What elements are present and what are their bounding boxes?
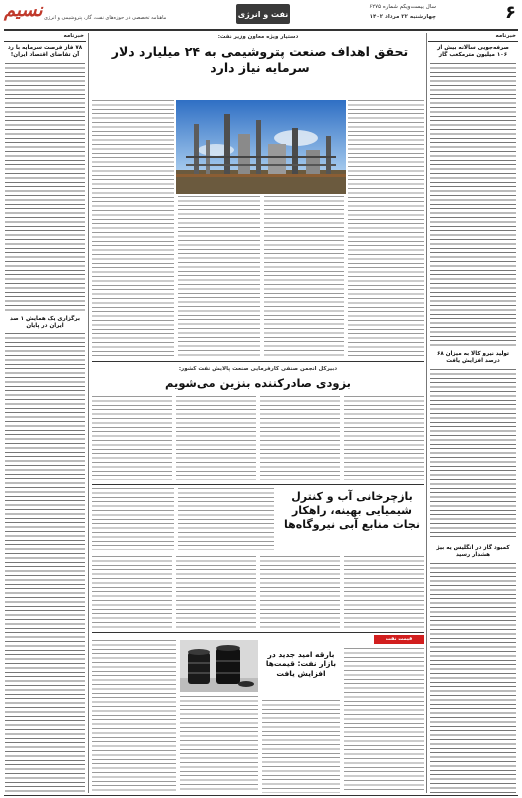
third-body-col1 bbox=[178, 488, 274, 550]
bottom-body-col2 bbox=[262, 700, 340, 793]
third-body-wide4 bbox=[92, 556, 172, 628]
newspaper-logo: نسیم bbox=[4, 0, 43, 21]
second-body-col1 bbox=[344, 396, 424, 480]
left-item1-title: ۷۸ فاز فرصت سرمایه با رد آن تقاضای اقتصاد ایران! bbox=[7, 45, 83, 59]
lead-body-col1 bbox=[348, 100, 424, 358]
lead-body-col4 bbox=[92, 100, 174, 358]
lead-body-col2 bbox=[264, 196, 344, 358]
lead-bottom-rule bbox=[92, 361, 424, 362]
section-title: نفت و انرژی bbox=[237, 9, 289, 19]
oil-barrels-photo bbox=[180, 640, 258, 692]
date-line: چهارشنبه ۲۲ مرداد ۱۴۰۲ bbox=[369, 14, 436, 20]
left-column-divider bbox=[88, 33, 89, 793]
bottom-body-col4 bbox=[92, 640, 176, 793]
left-column bbox=[4, 33, 86, 793]
third-headline: بازچرخانی آب و کنترل شیمیایی بهینه، راهکار نجات منابع آبی نیروگاه‌ها bbox=[284, 490, 420, 531]
second-headline: بزودی صادرکننده بنزین می‌شویم bbox=[165, 376, 351, 390]
third-body-wide2 bbox=[260, 556, 340, 628]
second-body-col4 bbox=[92, 396, 172, 480]
left-item1-body bbox=[5, 63, 85, 313]
right-item2-title: تولید نیرو کالا به میزان ۶۸ درصد افزایش یافت bbox=[436, 351, 510, 365]
third-body-col2 bbox=[92, 488, 174, 550]
second-body-col2 bbox=[260, 396, 340, 480]
right-column bbox=[428, 33, 518, 793]
second-bottom-rule bbox=[92, 484, 424, 485]
lead-body-col3 bbox=[178, 196, 260, 358]
page-number: ۶ bbox=[505, 2, 516, 23]
slogan: ماهنامه تخصصی در حوزه‌های نفت، گاز، پتروشیمی و انرژی bbox=[44, 15, 167, 21]
right-item3-title: کمبود گاز در انگلیس یه بیژ هشدار رسید bbox=[436, 545, 510, 559]
section-banner bbox=[236, 4, 290, 24]
issue-line: سال بیست‌ویکم شماره ۶۲۷۵ bbox=[369, 4, 436, 10]
third-body-wide3 bbox=[176, 556, 256, 628]
second-body-col3 bbox=[176, 396, 256, 480]
masthead-rule bbox=[4, 29, 518, 31]
bottom-body-col3 bbox=[180, 696, 258, 793]
right-item3-body bbox=[430, 563, 516, 793]
lead-headline: تحقق اهداف صنعت پتروشیمی به ۲۴ میلیارد دلار سرمایه نیاز دارد bbox=[111, 44, 409, 75]
refinery-photo bbox=[176, 100, 346, 194]
left-item2-body bbox=[5, 333, 85, 793]
right-item1-body bbox=[430, 63, 516, 348]
third-bottom-rule bbox=[92, 632, 424, 633]
right-column-header: خبر‌نامه bbox=[428, 33, 518, 42]
masthead bbox=[0, 0, 522, 30]
right-item1-title: صرفه‌جویی سالانه بیش از ۱۰۶ میلیون متر‌مکعب گاز bbox=[437, 45, 509, 59]
lead-kicker: دستیار ویژه معاون وزیر نفت: bbox=[217, 34, 299, 40]
left-column-header: خبر‌نامه bbox=[4, 33, 86, 42]
left-item2-title: برگزاری یک همایش ۱ صد ایران در پایان bbox=[10, 316, 80, 330]
bottom-story-tag: قیمت نفت bbox=[374, 635, 424, 644]
page-bottom-rule bbox=[4, 795, 518, 796]
bottom-headline: بارقه امید جدید در بازار نفت: قیمت‌ها افزایش یافت bbox=[265, 650, 337, 678]
second-kicker: دبیرکل انجمن صنفی کارفرمایی صنعت پالایش نفت کشور: bbox=[178, 366, 338, 372]
bottom-body-col1 bbox=[344, 648, 424, 793]
right-item2-body bbox=[430, 369, 516, 539]
right-column-divider bbox=[426, 33, 427, 793]
third-body-wide1 bbox=[344, 556, 424, 628]
